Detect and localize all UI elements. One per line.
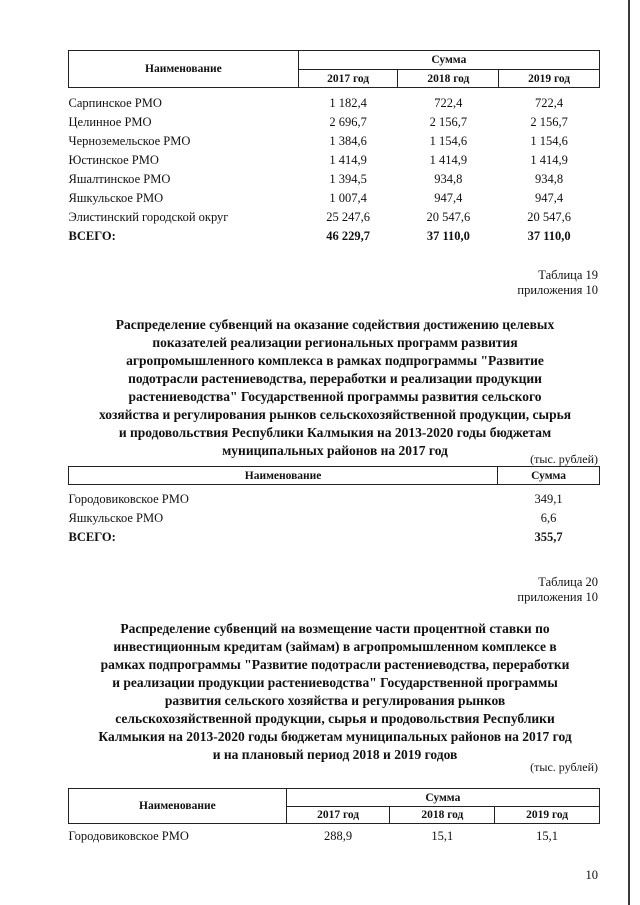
table-20 — [68, 788, 600, 846]
units-label: (тыс. рублей) — [530, 452, 598, 466]
cell-2018: 934,8 — [434, 172, 463, 186]
row-name: Городовиковское РМО — [68, 492, 189, 506]
cell-2017: 1 007,4 — [329, 191, 367, 205]
col-header-2017: 2017 год — [298, 70, 398, 88]
appendix-label: приложения 10 — [517, 590, 598, 604]
cell-2018: 1 414,9 — [429, 153, 468, 167]
row-name: Яшкульское РМО — [68, 511, 164, 525]
page-edge-line — [628, 0, 630, 905]
total-row — [69, 227, 600, 246]
total-2018: 37 110,0 — [426, 229, 470, 243]
col-header-sum: Сумма — [298, 51, 599, 70]
cell-2019: 934,8 — [535, 172, 564, 186]
table-number-label: Таблица 20 — [538, 575, 598, 589]
cell-value: 6,6 — [540, 511, 557, 525]
title-line: показателей реализации региональных программ развития — [152, 335, 518, 350]
row-name: Черноземельское РМО — [68, 134, 191, 148]
row-name: Целинное РМО — [68, 115, 152, 129]
cell-2017: 1 384,6 — [329, 134, 367, 148]
cell-2017: 25 247,6 — [326, 210, 370, 224]
cell-2019: 15,1 — [536, 829, 559, 843]
cell-2017: 1 394,5 — [329, 172, 367, 186]
appendix-label: приложения 10 — [517, 283, 598, 297]
cell-2018: 1 154,6 — [429, 134, 468, 148]
total-label: ВСЕГО: — [68, 229, 116, 243]
table-row — [69, 113, 600, 132]
cell-2018: 15,1 — [431, 829, 454, 843]
total-2019: 37 110,0 — [527, 229, 571, 243]
table-19-title — [70, 316, 600, 460]
cell-2019: 1 414,9 — [530, 153, 568, 167]
units-label: (тыс. рублей) — [530, 760, 598, 774]
table-row — [69, 509, 600, 528]
col-header-2019: 2019 год — [495, 807, 600, 824]
col-header-2018: 2018 год — [390, 807, 495, 824]
row-name: Яшкульское РМО — [68, 191, 164, 205]
col-header-name: Наименование — [69, 51, 299, 88]
table-20-caption — [517, 575, 598, 605]
title-line: подотрасли растениеводства, переработки и реализации продукции — [128, 371, 542, 386]
title-line: муниципальных районов на 2017 год — [222, 443, 448, 458]
table-row — [69, 94, 600, 113]
table-row — [69, 189, 600, 208]
table-row — [69, 490, 600, 509]
col-header-2019: 2019 год — [499, 70, 600, 88]
row-name: Юстинское РМО — [68, 153, 159, 167]
col-header-2018: 2018 год — [398, 70, 499, 88]
total-2017: 46 229,7 — [326, 229, 370, 243]
table-row — [69, 170, 600, 189]
col-header-name: Наименование — [69, 467, 498, 485]
cell-value: 349,1 — [534, 492, 563, 506]
title-line: и на плановый период 2018 и 2019 годов — [212, 747, 458, 762]
cell-2017: 2 696,7 — [329, 115, 367, 129]
table-row — [69, 827, 600, 846]
cell-2017: 1 414,9 — [329, 153, 367, 167]
title-line: растениеводства" Государственной программы развития сельского — [128, 389, 542, 404]
table-19-caption — [517, 268, 598, 298]
table-number-label: Таблица 19 — [538, 268, 598, 282]
cell-2019: 2 156,7 — [530, 115, 568, 129]
cell-2019: 722,4 — [535, 96, 564, 110]
page-number: 10 — [585, 868, 598, 882]
table-row — [69, 208, 600, 227]
cell-2019: 947,4 — [535, 191, 564, 205]
table-20-title — [70, 620, 600, 764]
title-line: агропромышленного комплекса в рамках подпрограммы "Развитие — [126, 353, 544, 368]
total-value: 355,7 — [534, 530, 563, 544]
col-header-sum: Сумма — [498, 467, 600, 485]
cell-2019: 1 154,6 — [530, 134, 568, 148]
table-18 — [68, 50, 600, 246]
col-header-sum: Сумма — [286, 789, 599, 807]
title-line: инвестиционным кредитам (займам) в агропромышленном комплексе в — [113, 639, 557, 654]
cell-2017: 1 182,4 — [329, 96, 367, 110]
table-row — [69, 151, 600, 170]
title-line: и реализации продукции растениеводства" Государственной программы — [112, 675, 558, 690]
table-19 — [68, 466, 600, 547]
row-name: Сарпинское РМО — [68, 96, 162, 110]
cell-2018: 722,4 — [434, 96, 463, 110]
col-header-name: Наименование — [69, 789, 287, 824]
title-line: рамках подпрограммы "Развитие подотрасли растениеводства, переработки — [100, 657, 570, 672]
title-line: Калмыкия на 2013-2020 годы бюджетам муниципальных районов на 2017 год — [98, 729, 572, 744]
title-line: сельскохозяйственной продукции, сырья и продовольствия Республики — [115, 711, 555, 726]
total-label: ВСЕГО: — [68, 530, 116, 544]
row-name: Яшалтинское РМО — [68, 172, 171, 186]
cell-2019: 20 547,6 — [527, 210, 571, 224]
cell-2018: 947,4 — [434, 191, 463, 205]
cell-2017: 288,9 — [324, 829, 353, 843]
row-name: Городовиковское РМО — [68, 829, 189, 843]
table-row — [69, 132, 600, 151]
row-name: Элистинский городской округ — [68, 210, 229, 224]
total-row — [69, 528, 600, 547]
title-line: Распределение субвенций на оказание содействия достижению целевых — [115, 317, 555, 332]
title-line: развития сельского хозяйства и регулирования рынков — [164, 693, 506, 708]
title-line: и продовольствия Республики Калмыкия на 2013-2020 годы бюджетам — [118, 425, 552, 440]
title-line: Распределение субвенций на возмещение части процентной ставки по — [120, 621, 550, 636]
cell-2018: 20 547,6 — [426, 210, 471, 224]
col-header-2017: 2017 год — [286, 807, 390, 824]
title-line: хозяйства и регулирования рынков сельскохозяйственной продукции, сырья — [98, 407, 572, 422]
cell-2018: 2 156,7 — [429, 115, 468, 129]
